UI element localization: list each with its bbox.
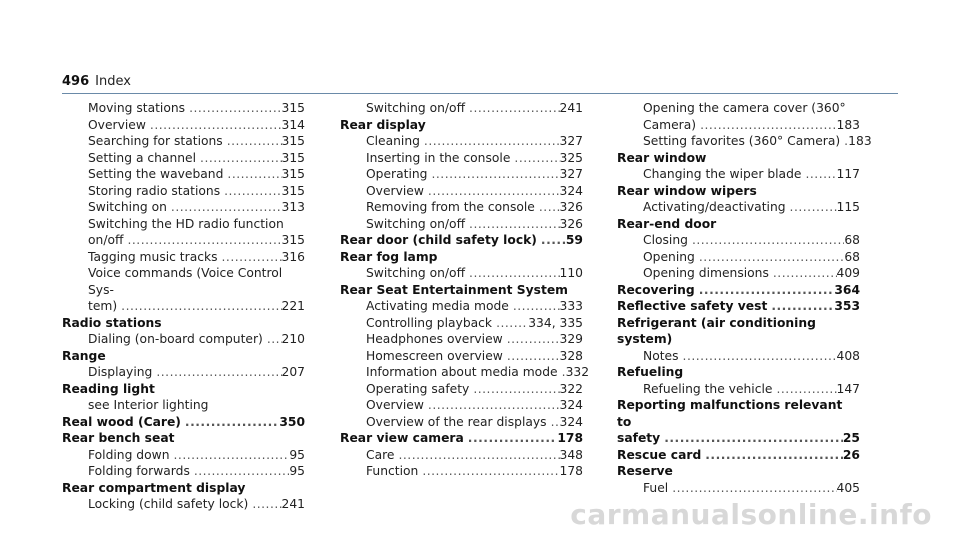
index-heading: Radio stations: [62, 315, 162, 330]
index-entry: Cleaning ..... 327: [340, 133, 583, 150]
index-entry: Changing the wiper blade ..... 117: [617, 166, 860, 183]
index-entry: Setting the waveband ..... 315: [62, 166, 305, 183]
index-entry: Function ..... 178: [340, 463, 583, 480]
index-entry: Notes ..... 408: [617, 348, 860, 365]
index-entry: Fuel ..... 405: [617, 480, 860, 497]
index-heading-entry: Reflective safety vest ..... 353: [617, 298, 860, 315]
index-heading: Refueling: [617, 365, 684, 379]
index-heading: Refrigerant (air conditioning system): [617, 315, 816, 346]
index-entry: Headphones overview ..... 329: [340, 331, 583, 348]
index-heading-entry: Rear door (child safety lock) ..... 59: [340, 232, 583, 249]
index-see-reference: see Interior lighting: [88, 398, 209, 412]
index-entry: Care ..... 348: [340, 447, 583, 464]
index-entry: tem) ..... 221: [62, 298, 305, 315]
index-column-2: [340, 100, 590, 480]
index-entry: Overview ..... 324: [340, 397, 583, 414]
index-entry: Homescreen overview ..... 328: [340, 348, 583, 365]
index-entry: Opening dimensions ..... 409: [617, 265, 860, 282]
index-entry: Closing ..... 68: [617, 232, 860, 249]
index-entry-line: Voice commands (Voice Control Sys-: [88, 266, 283, 297]
index-entry: Switching on/off ..... 110: [340, 265, 583, 282]
page-title: Index: [95, 74, 131, 89]
index-heading: Reporting malfunctions relevant to: [617, 398, 843, 429]
index-heading-entry: Rear view camera ..... 178: [340, 430, 583, 447]
index-entry: Activating media mode ..... 333: [340, 298, 583, 315]
index-entry: Camera) ..... 183: [617, 117, 860, 134]
index-column-3: [617, 100, 872, 496]
index-entry: Information about media mode ..... 332: [340, 364, 583, 381]
index-entry: Inserting in the console ..... 325: [340, 150, 583, 167]
index-entry: Folding forwards ..... 95: [62, 463, 305, 480]
index-entry: Overview ..... 324: [340, 183, 583, 200]
header-rule: [62, 93, 898, 94]
index-heading: Rear Seat Entertainment System: [340, 282, 568, 297]
index-entry: Operating safety ..... 322: [340, 381, 583, 398]
index-heading: Rear-end door: [617, 216, 717, 231]
index-heading-entry: Rescue card ..... 26: [617, 447, 860, 464]
index-entry: Folding down ..... 95: [62, 447, 305, 464]
index-heading: Reading light: [62, 381, 155, 396]
index-entry: Displaying ..... 207: [62, 364, 305, 381]
index-entry: Switching on ..... 313: [62, 199, 305, 216]
index-entry: Overview ..... 314: [62, 117, 305, 134]
index-heading: Rear fog lamp: [340, 249, 438, 264]
index-heading: Rear compartment display: [62, 480, 246, 495]
index-heading-entry: Real wood (Care) ..... 350: [62, 414, 305, 431]
index-entry: Searching for stations ..... 315: [62, 133, 305, 150]
index-entry: Switching on/off ..... 241: [340, 100, 583, 117]
index-entry: Tagging music tracks ..... 316: [62, 249, 305, 266]
index-entry: Storing radio stations ..... 315: [62, 183, 305, 200]
index-heading: Rear bench seat: [62, 431, 175, 445]
index-entry: Overview of the rear displays ..... 324: [340, 414, 583, 431]
index-heading: Rear window: [617, 150, 707, 165]
index-entry: Activating/deactivating ..... 115: [617, 199, 860, 216]
index-entry: Locking (child safety lock) ..... 241: [62, 496, 305, 513]
watermark: carmanualsonline.info: [570, 498, 932, 531]
index-entry-line: Opening the camera cover (360°: [643, 101, 846, 115]
index-entry: Opening ..... 68: [617, 249, 860, 266]
page-header: [62, 74, 131, 89]
index-entry: Switching on/off ..... 326: [340, 216, 583, 233]
index-entry: on/off ..... 315: [62, 232, 305, 249]
index-entry: Removing from the console ..... 326: [340, 199, 583, 216]
index-entry: Setting a channel ..... 315: [62, 150, 305, 167]
index-entry: Controlling playback ..... 334, 335: [340, 315, 583, 332]
index-heading-entry: Recovering ..... 364: [617, 282, 860, 299]
index-entry: Setting favorites (360° Camera) ..... 183: [617, 133, 860, 150]
index-entry: Moving stations ..... 315: [62, 100, 305, 117]
index-entry: Dialing (on-board computer) ..... 210: [62, 331, 305, 348]
page-number: 496: [62, 74, 90, 89]
index-heading: Range: [62, 348, 106, 363]
index-entry: Operating ..... 327: [340, 166, 583, 183]
index-entry-line: Switching the HD radio function: [88, 216, 284, 231]
index-column-1: [62, 100, 305, 513]
index-heading: Rear display: [340, 117, 426, 132]
index-heading: Rear window wipers: [617, 183, 757, 198]
index-heading-entry: safety ..... 25: [617, 430, 860, 447]
index-heading: Reserve: [617, 464, 673, 478]
index-entry: Refueling the vehicle ..... 147: [617, 381, 860, 398]
